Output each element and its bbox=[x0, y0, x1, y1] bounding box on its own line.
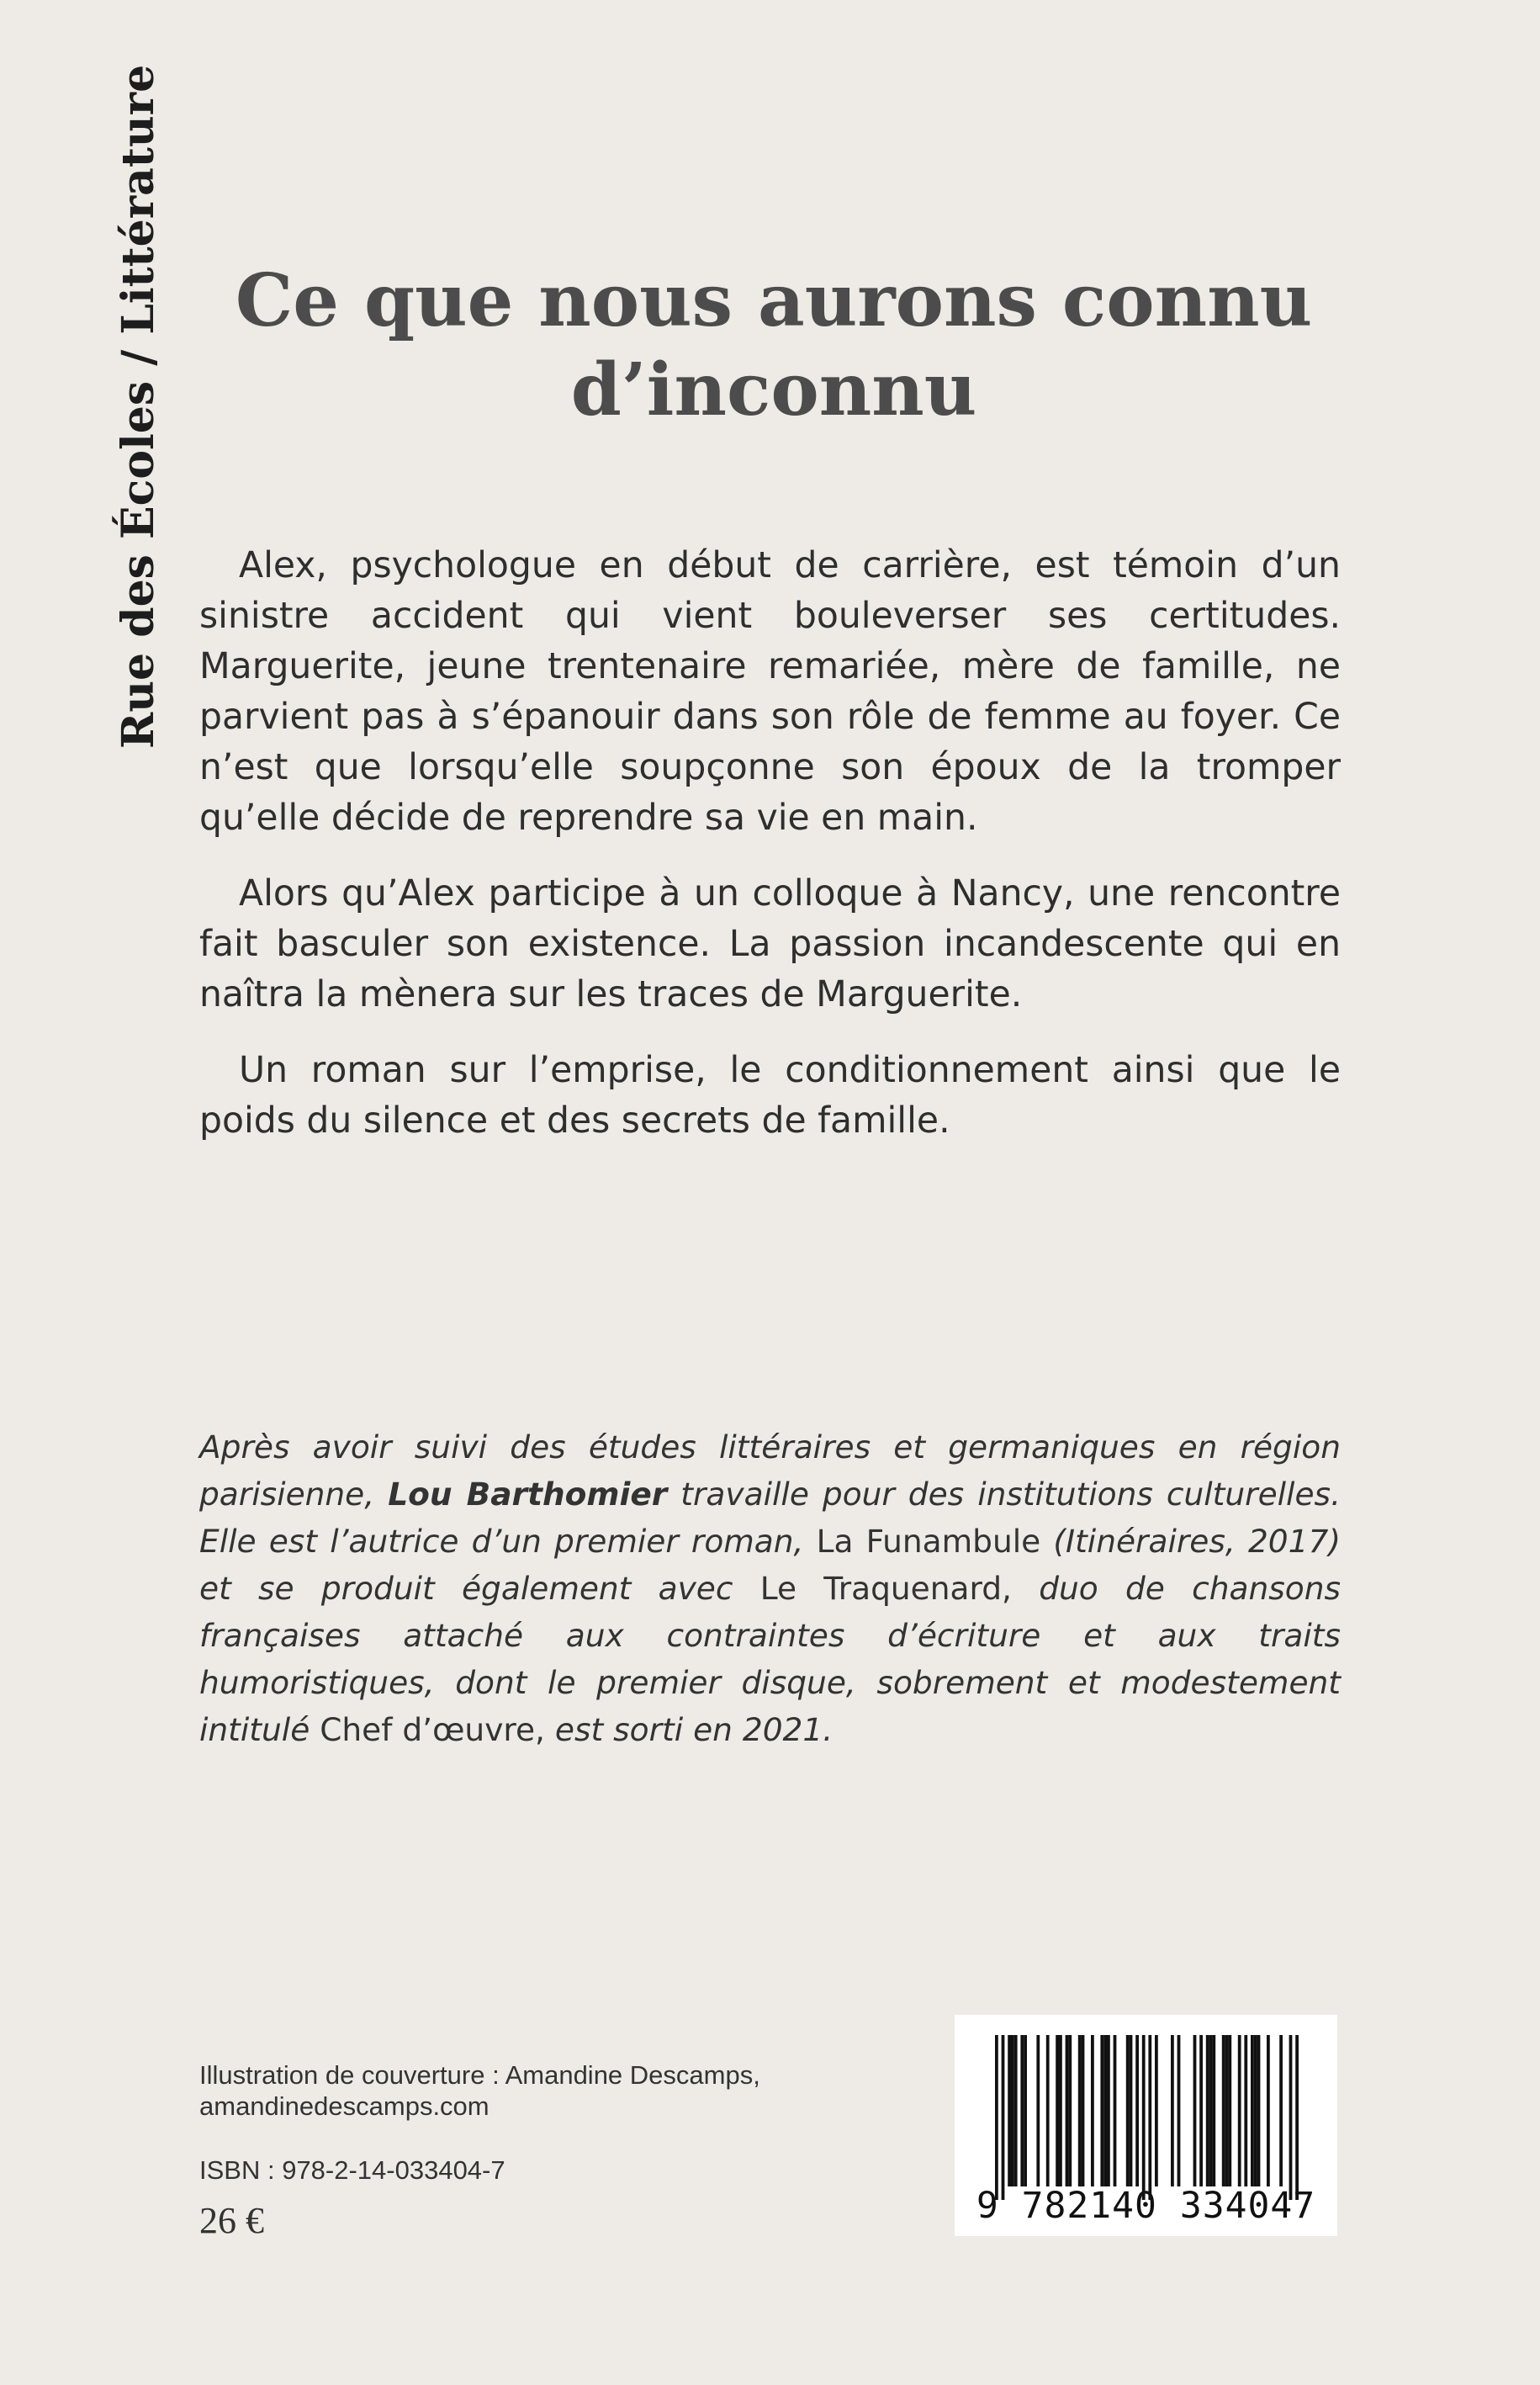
barcode-bar bbox=[1279, 2035, 1283, 2186]
barcode-bar bbox=[1002, 2035, 1005, 2200]
barcode-bar bbox=[1059, 2035, 1062, 2186]
barcode-bar bbox=[1244, 2035, 1247, 2186]
barcode-bar bbox=[1011, 2035, 1014, 2186]
barcode-bar bbox=[1212, 2035, 1215, 2186]
collection-spine-label: Rue des Écoles / Littérature bbox=[113, 64, 164, 749]
barcode-bar bbox=[1078, 2035, 1082, 2186]
barcode-bar bbox=[1222, 2035, 1225, 2186]
barcode-bar bbox=[1142, 2035, 1146, 2200]
bio-text: Après avoir suivi des études littéraires et germaniques en région parisienne, bbox=[199, 1428, 1341, 1513]
summary-paragraph: Alex, psychologue en début de carrière, est témoin d’un sinistre accident qui vient bouleverser ses certitudes. Marguerite, jeune trentenaire remariée, mère de famille, ne parvient pas à s’épanouir dans son rôle de femme au foyer. Ce n’est que lorsqu’elle soupçonne son époux de la tromper qu’elle décide de reprendre sa vie en main. bbox=[199, 545, 1341, 839]
barcode-bar bbox=[1206, 2035, 1209, 2186]
barcode-bar bbox=[1171, 2035, 1174, 2186]
barcode-bar bbox=[1199, 2035, 1203, 2186]
barcode-bar bbox=[1100, 2035, 1103, 2186]
barcode-bar bbox=[1020, 2035, 1024, 2186]
barcode-bar bbox=[1014, 2035, 1018, 2186]
barcode-bar bbox=[1193, 2035, 1197, 2186]
barcode-bar bbox=[1289, 2035, 1293, 2200]
album-title: Chef d’œuvre, bbox=[320, 1711, 545, 1748]
barcode-bar bbox=[1046, 2035, 1050, 2186]
barcode-bar bbox=[1267, 2035, 1270, 2186]
isbn-number: ISBN : 978-2-14-033404-7 bbox=[199, 2155, 505, 2185]
barcode-bar bbox=[1209, 2035, 1213, 2186]
price: 26 € bbox=[199, 2200, 264, 2241]
author-bio bbox=[199, 1423, 1341, 1753]
barcode-bar bbox=[1107, 2035, 1110, 2186]
barcode-bar bbox=[1024, 2035, 1027, 2186]
title-line-2: d’inconnu bbox=[570, 347, 977, 432]
barcode-bar bbox=[1228, 2035, 1231, 2186]
barcode-bar bbox=[1008, 2035, 1011, 2186]
barcode-bar bbox=[1126, 2035, 1130, 2186]
credits-line: Illustration de couverture : Amandine Descamps, bbox=[199, 2060, 760, 2090]
book-title bbox=[168, 257, 1379, 435]
barcode-bar bbox=[1091, 2035, 1094, 2186]
bio-text: duo de chansons françaises attaché aux contraintes d’écriture et aux traits humoristiques, dont le premier disque, sobrement et modestement intitulé bbox=[199, 1570, 1342, 1748]
author-name: Lou Barthomier bbox=[388, 1476, 668, 1513]
barcode-bar bbox=[1257, 2035, 1261, 2186]
barcode-bar bbox=[1114, 2035, 1117, 2186]
summary-paragraph: Alors qu’Alex participe à un colloque à Nancy, une rencontre fait basculer son existence. La passion incandescente qui en naîtra la mènera sur les traces de Marguerite. bbox=[199, 873, 1341, 1015]
barcode-bar bbox=[1177, 2035, 1181, 2186]
barcode-bar bbox=[1130, 2035, 1133, 2186]
barcode bbox=[955, 2015, 1337, 2236]
barcode-bar bbox=[1068, 2035, 1072, 2186]
barcode-digits: 9 782140 334047 bbox=[976, 2185, 1316, 2227]
barcode-bar bbox=[1155, 2035, 1158, 2186]
summary-paragraph: Un roman sur l’emprise, le conditionnement ainsi que le poids du silence et des secrets de famille. bbox=[199, 1050, 1341, 1142]
bio-text: est sorti en 2021. bbox=[554, 1711, 834, 1748]
barcode-bar bbox=[1148, 2035, 1151, 2200]
book-summary bbox=[199, 541, 1341, 1172]
bio-text: (Itinéraires, 2017) et se produit également avec bbox=[199, 1523, 1342, 1607]
barcode-bar bbox=[1135, 2035, 1139, 2186]
band-name: Le Traquenard, bbox=[759, 1570, 1012, 1607]
barcode-bar bbox=[1036, 2035, 1040, 2186]
barcode-bar bbox=[1225, 2035, 1229, 2186]
barcode-bar bbox=[1082, 2035, 1085, 2186]
bio-text: travaille pour des institutions culturelles. Elle est l’autrice d’un premier roman, bbox=[199, 1476, 1342, 1560]
barcode-bar bbox=[1056, 2035, 1059, 2186]
barcode-bar bbox=[1295, 2035, 1299, 2200]
credits-website: amandinedescamps.com bbox=[199, 2091, 490, 2121]
barcode-bar bbox=[1254, 2035, 1257, 2186]
barcode-bar bbox=[1066, 2035, 1069, 2186]
barcode-bar bbox=[1103, 2035, 1107, 2186]
barcode-bar bbox=[1251, 2035, 1254, 2186]
title-line-1: Ce que nous aurons connu bbox=[235, 258, 1313, 343]
barcode-bar bbox=[1238, 2035, 1241, 2186]
cover-credits bbox=[199, 2059, 956, 2122]
previous-book-title: La Funambule bbox=[816, 1523, 1041, 1560]
barcode-bar bbox=[995, 2035, 998, 2200]
